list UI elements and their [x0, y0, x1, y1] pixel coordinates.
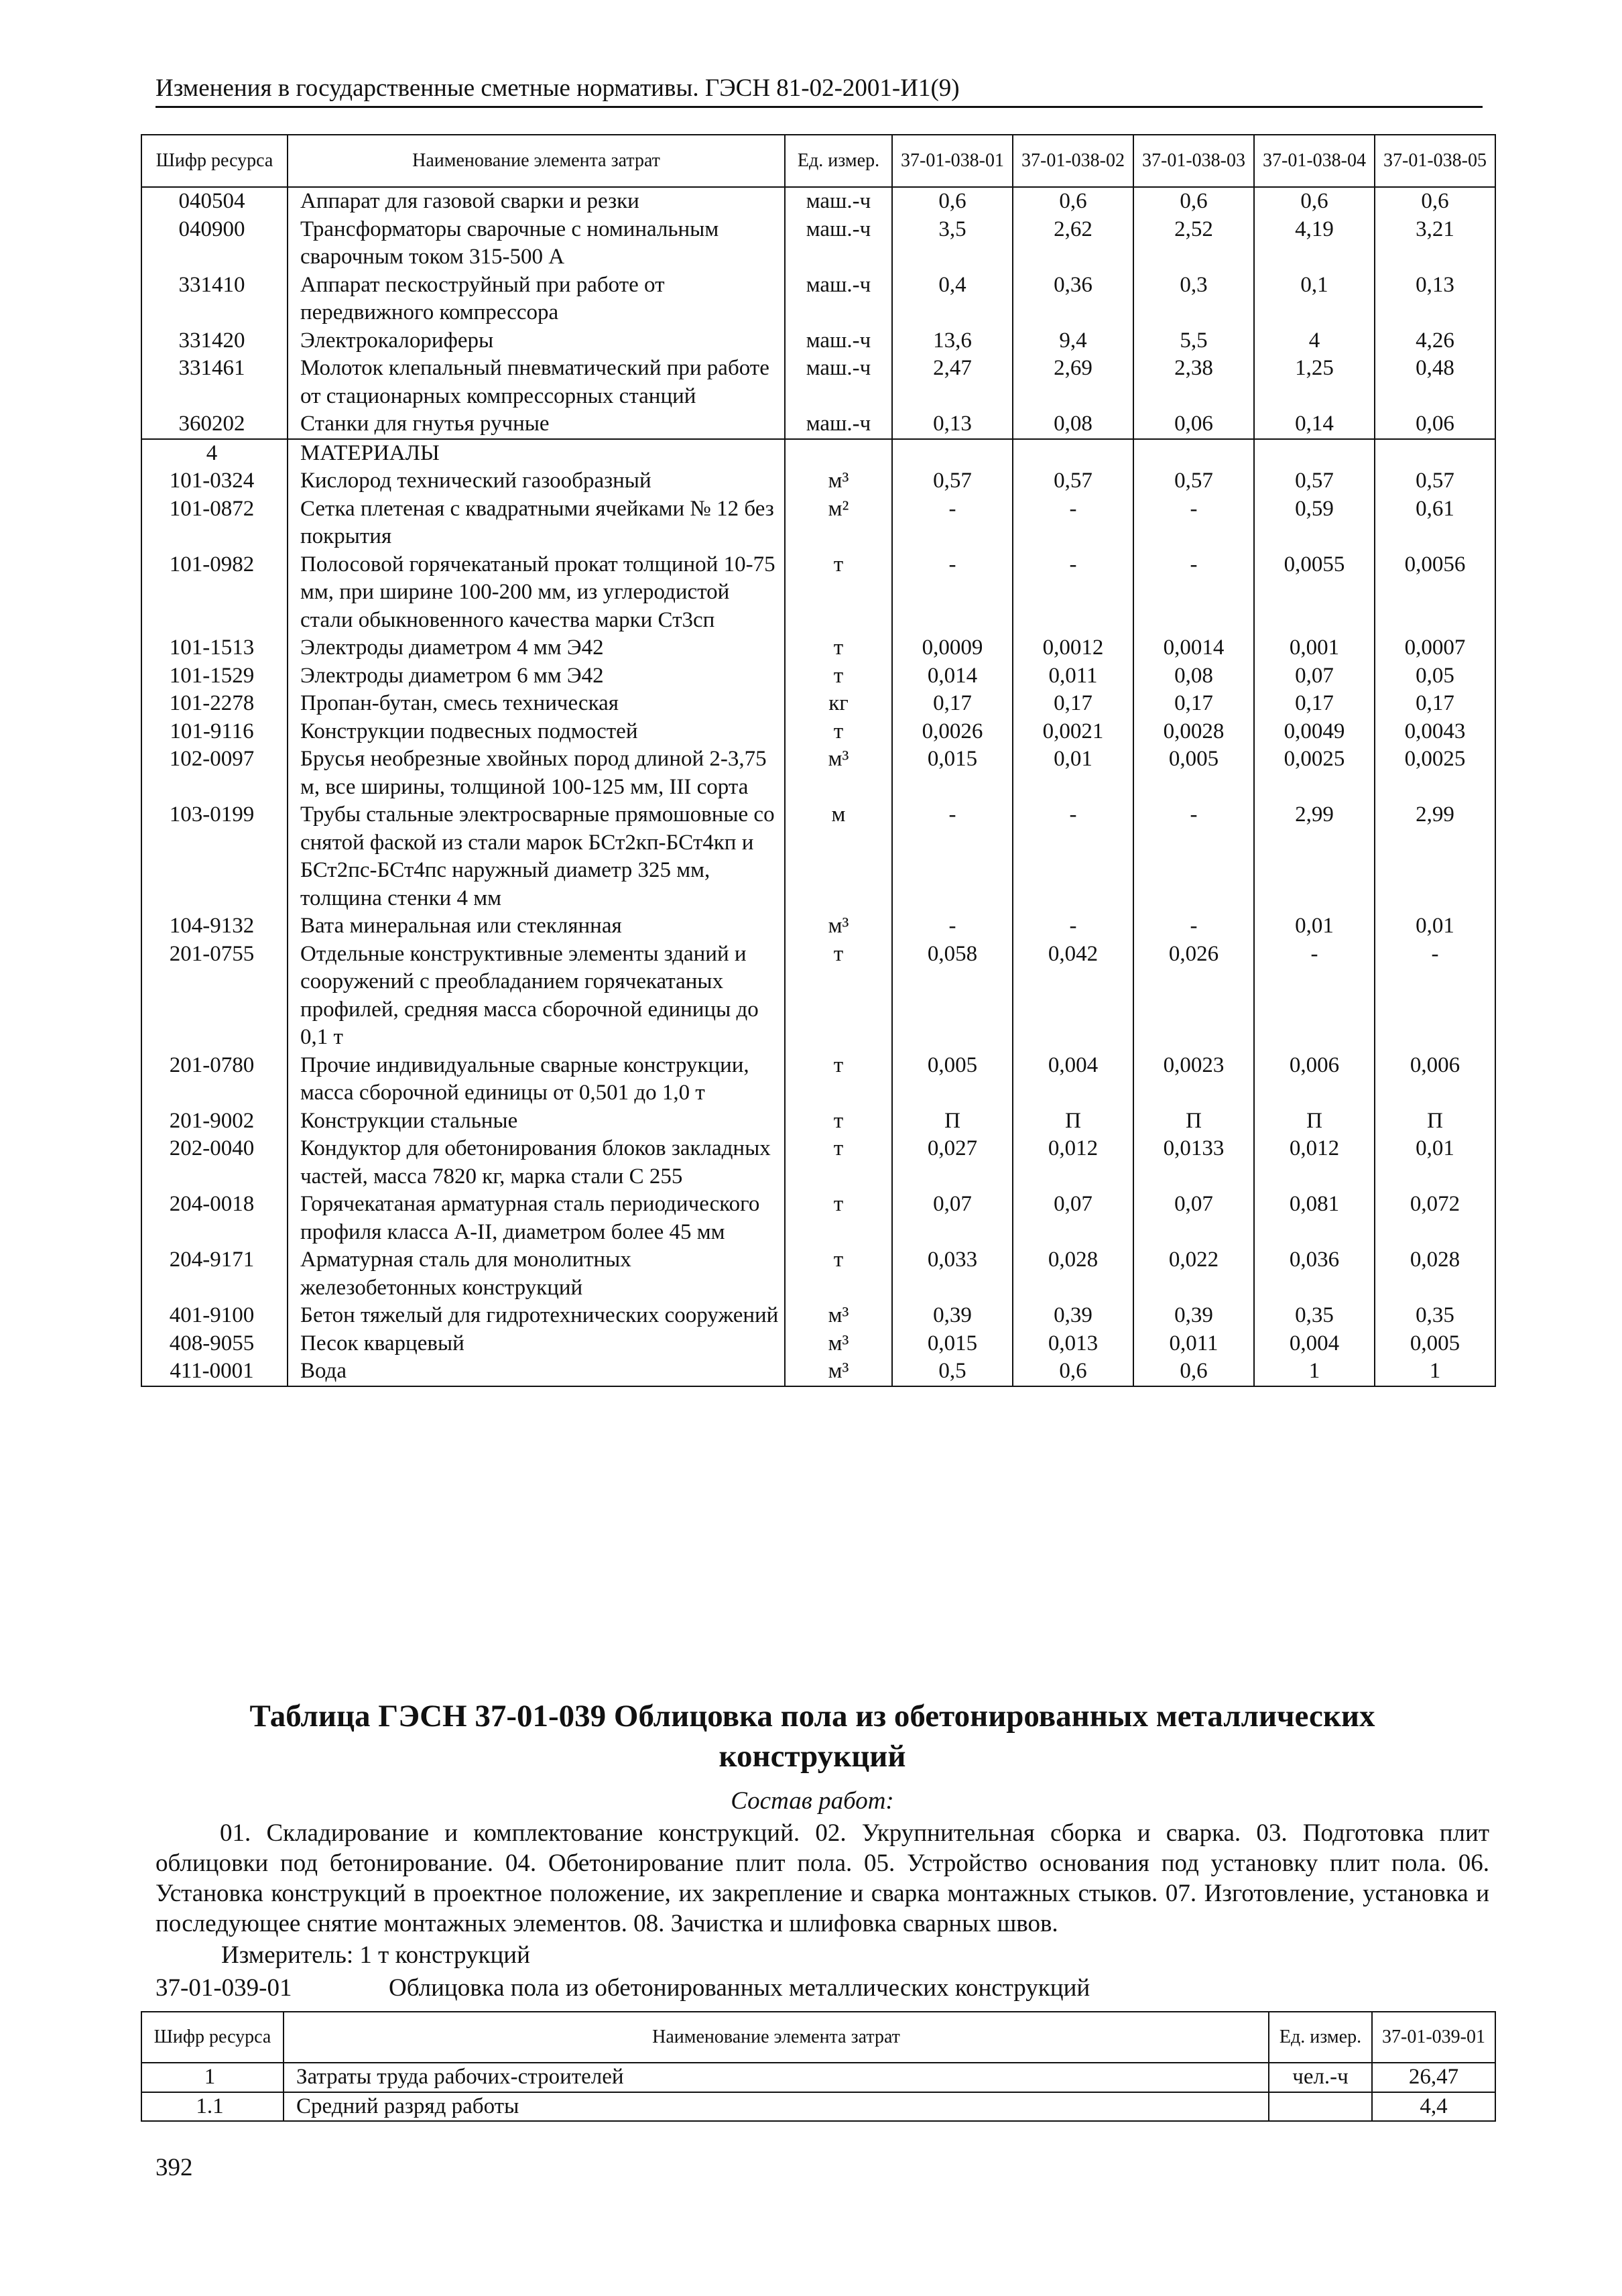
row-value-2: 0,0021 — [1013, 718, 1133, 746]
row-value-2: 0,6 — [1013, 187, 1133, 216]
row-value-4: 0,17 — [1254, 690, 1375, 718]
row-value-3: П — [1133, 1107, 1254, 1136]
row-value-2: 0,36 — [1013, 271, 1133, 327]
row-value-2: П — [1013, 1107, 1133, 1136]
row-value-5: 0,01 — [1375, 1135, 1495, 1191]
resource-table-037-01-039 — [141, 2011, 1496, 2122]
row-name: Конструкции подвесных подмостей — [288, 718, 785, 746]
row-name: Электроды диаметром 6 мм Э42 — [288, 662, 785, 690]
row-value-5: 4,26 — [1375, 327, 1495, 355]
composition-text: 01. Складирование и комплектование конструкций. 02. Укрупнительная сборка и сварка. 03. Подготовка плит облицовки под бетонирование. 04. Обетонирование плит пола. 05. Устройство основания под установку плит пола. 06. Установка конструкций в проектное положение, их закрепление и сварка монтажных стыков. 07. Изготовление, установка и последующее снятие монтажных элементов. 08. Зачистка и шлифовка сварных швов. — [155, 1819, 1489, 1937]
table-row — [141, 327, 1495, 355]
row-code: 331461 — [141, 355, 288, 410]
row-value-3: 0,17 — [1133, 690, 1254, 718]
row-value-3: 0,08 — [1133, 662, 1254, 690]
table-row — [141, 745, 1495, 801]
row-value-1: 0,4 — [892, 271, 1013, 327]
row-value-2: 0,01 — [1013, 745, 1133, 801]
row-value-5: - — [1375, 941, 1495, 1052]
row-value-4: 0,0055 — [1254, 551, 1375, 635]
row-value-4: 0,35 — [1254, 1302, 1375, 1330]
row-value-3: - — [1133, 912, 1254, 941]
col-header-038-04: 37-01-038-04 — [1254, 135, 1375, 187]
row-value-1: 0,0026 — [892, 718, 1013, 746]
row-value-5 — [1375, 439, 1495, 468]
row-name: Прочие индивидуальные сварные конструкции, масса сборочной единицы от 0,501 до 1,0 т — [288, 1052, 785, 1107]
row-value-3: 0,005 — [1133, 745, 1254, 801]
row-unit: маш.-ч — [785, 187, 892, 216]
row-unit: м³ — [785, 1302, 892, 1330]
row-unit: т — [785, 1135, 892, 1191]
row-value-5: 0,17 — [1375, 690, 1495, 718]
row-value-3: 2,38 — [1133, 355, 1254, 410]
row-value-3: 2,52 — [1133, 216, 1254, 271]
row-value-4: 4 — [1254, 327, 1375, 355]
row-value-5: 0,01 — [1375, 912, 1495, 941]
row-value-1: 3,5 — [892, 216, 1013, 271]
row-value-5: 0,028 — [1375, 1246, 1495, 1302]
col-header-code: Шифр ресурса — [141, 2012, 284, 2063]
row-value-5: 0,0007 — [1375, 634, 1495, 662]
row-code: 204-9171 — [141, 1246, 288, 1302]
table-row — [141, 662, 1495, 690]
row-value: 26,47 — [1372, 2063, 1495, 2092]
row-value-2: 0,57 — [1013, 467, 1133, 495]
row-name: Аппарат для газовой сварки и резки — [288, 187, 785, 216]
table-row — [141, 1357, 1495, 1386]
row-code: 040504 — [141, 187, 288, 216]
row-unit: маш.-ч — [785, 216, 892, 271]
row-value-1: 0,5 — [892, 1357, 1013, 1386]
row-unit: м³ — [785, 1357, 892, 1386]
col-header-039-01: 37-01-039-01 — [1372, 2012, 1495, 2063]
row-value-5: 1 — [1375, 1357, 1495, 1386]
row-value-2: - — [1013, 801, 1133, 912]
row-unit: маш.-ч — [785, 271, 892, 327]
row-unit: т — [785, 551, 892, 635]
table-row — [141, 187, 1495, 216]
row-value-1: 0,6 — [892, 187, 1013, 216]
row-value-3: 0,026 — [1133, 941, 1254, 1052]
row-name: Средний разряд работы — [284, 2092, 1269, 2122]
row-value-5: 0,05 — [1375, 662, 1495, 690]
row-value-3: 0,6 — [1133, 1357, 1254, 1386]
row-unit — [785, 439, 892, 468]
row-code: 101-1529 — [141, 662, 288, 690]
row-value-2: 0,0012 — [1013, 634, 1133, 662]
row-code: 1.1 — [141, 2092, 284, 2122]
row-value-3: 0,0014 — [1133, 634, 1254, 662]
table-row — [141, 718, 1495, 746]
row-unit: маш.-ч — [785, 355, 892, 410]
col-header-unit: Ед. измер. — [1269, 2012, 1372, 2063]
row-code: 202-0040 — [141, 1135, 288, 1191]
table-header-row — [141, 2012, 1495, 2063]
row-value-1: - — [892, 495, 1013, 551]
row-value-1: 0,015 — [892, 1330, 1013, 1358]
running-header: Изменения в государственные сметные нормативы. ГЭСН 81-02-2001-И1(9) — [155, 72, 1483, 108]
row-code: 360202 — [141, 410, 288, 439]
table-title: Таблица ГЭСН 37-01-039 Облицовка пола из обетонированных металлических конструкций — [249, 1699, 1375, 1774]
row-value-1: - — [892, 912, 1013, 941]
row-value-4: 0,004 — [1254, 1330, 1375, 1358]
row-value-2: 0,042 — [1013, 941, 1133, 1052]
row-name: Брусья необрезные хвойных пород длиной 2-3,75 м, все ширины, толщиной 100-125 мм, III сорта — [288, 745, 785, 801]
row-value-2: 0,39 — [1013, 1302, 1133, 1330]
row-value-3: 0,07 — [1133, 1191, 1254, 1246]
row-value-4: 4,19 — [1254, 216, 1375, 271]
row-value-3: 0,39 — [1133, 1302, 1254, 1330]
row-name: Вата минеральная или стеклянная — [288, 912, 785, 941]
table-row — [141, 1135, 1495, 1191]
row-code: 101-0324 — [141, 467, 288, 495]
table-row — [141, 801, 1495, 912]
row-value-1: 2,47 — [892, 355, 1013, 410]
row-value-4: 0,1 — [1254, 271, 1375, 327]
row-value-4: 1 — [1254, 1357, 1375, 1386]
row-unit: м² — [785, 495, 892, 551]
row-value-5: 0,06 — [1375, 410, 1495, 439]
col-header-name: Наименование элемента затрат — [284, 2012, 1269, 2063]
row-value-3: - — [1133, 495, 1254, 551]
row-code: 101-9116 — [141, 718, 288, 746]
row-name: Полосовой горячекатаный прокат толщиной 10-75 мм, при ширине 100-200 мм, из углеродистой стали обыкновенного качества марки Ст3сп — [288, 551, 785, 635]
row-unit: т — [785, 634, 892, 662]
row-name: Вода — [288, 1357, 785, 1386]
row-value: 4,4 — [1372, 2092, 1495, 2122]
row-code: 4 — [141, 439, 288, 468]
table-row — [141, 1302, 1495, 1330]
row-value-2: - — [1013, 551, 1133, 635]
row-value-5: 0,57 — [1375, 467, 1495, 495]
row-value-2: 0,028 — [1013, 1246, 1133, 1302]
row-value-1: - — [892, 551, 1013, 635]
row-code: 201-9002 — [141, 1107, 288, 1136]
row-value-4: 0,012 — [1254, 1135, 1375, 1191]
row-value-3: 0,6 — [1133, 187, 1254, 216]
row-value-3: 0,57 — [1133, 467, 1254, 495]
col-header-038-05: 37-01-038-05 — [1375, 135, 1495, 187]
table-row — [141, 1191, 1495, 1246]
row-value-4: 0,01 — [1254, 912, 1375, 941]
row-value-3: 0,0028 — [1133, 718, 1254, 746]
row-value-5: 0,13 — [1375, 271, 1495, 327]
row-name: Аппарат пескоструйный при работе от передвижного компрессора — [288, 271, 785, 327]
row-name: Молоток клепальный пневматический при работе от стационарных компрессорных станций — [288, 355, 785, 410]
row-value-4: 0,0049 — [1254, 718, 1375, 746]
row-unit: т — [785, 1052, 892, 1107]
row-value-5: 0,0025 — [1375, 745, 1495, 801]
row-value-2: - — [1013, 912, 1133, 941]
row-name: Кондуктор для обетонирования блоков закладных частей, масса 7820 кг, марка стали С 255 — [288, 1135, 785, 1191]
col-header-unit: Ед. измер. — [785, 135, 892, 187]
row-value-1: 0,033 — [892, 1246, 1013, 1302]
row-value-3: - — [1133, 551, 1254, 635]
row-value-5: 0,072 — [1375, 1191, 1495, 1246]
table-row — [141, 410, 1495, 439]
row-code: 103-0199 — [141, 801, 288, 912]
row-unit: т — [785, 718, 892, 746]
row-value-4: 0,0025 — [1254, 745, 1375, 801]
table-row — [141, 912, 1495, 941]
row-value-5: 0,35 — [1375, 1302, 1495, 1330]
row-value-2: 2,62 — [1013, 216, 1133, 271]
section-title: МАТЕРИАЛЫ — [288, 439, 785, 468]
col-header-038-03: 37-01-038-03 — [1133, 135, 1254, 187]
row-code: 040900 — [141, 216, 288, 271]
row-value-3: 0,3 — [1133, 271, 1254, 327]
row-value-4: 0,6 — [1254, 187, 1375, 216]
row-value-1: - — [892, 801, 1013, 912]
row-value-1: 0,058 — [892, 941, 1013, 1052]
row-value-3: 0,022 — [1133, 1246, 1254, 1302]
table-row — [141, 1052, 1495, 1107]
row-code: 102-0097 — [141, 745, 288, 801]
table-row — [141, 216, 1495, 271]
row-value-1: 0,005 — [892, 1052, 1013, 1107]
row-code: 201-0755 — [141, 941, 288, 1052]
section-row — [141, 439, 1495, 468]
table-row — [141, 1330, 1495, 1358]
row-value-4: 0,07 — [1254, 662, 1375, 690]
row-value-4: - — [1254, 941, 1375, 1052]
col-header-name: Наименование элемента затрат — [288, 135, 785, 187]
row-value-5: 0,005 — [1375, 1330, 1495, 1358]
table-row — [141, 2063, 1495, 2092]
row-unit: м³ — [785, 467, 892, 495]
row-unit: т — [785, 941, 892, 1052]
row-code: 101-2278 — [141, 690, 288, 718]
row-value-4: 0,57 — [1254, 467, 1375, 495]
col-header-code: Шифр ресурса — [141, 135, 288, 187]
row-unit: м³ — [785, 1330, 892, 1358]
row-unit: т — [785, 1107, 892, 1136]
row-unit: кг — [785, 690, 892, 718]
row-name: Горячекатаная арматурная сталь периодического профиля класса А-II, диаметром более 45 мм — [288, 1191, 785, 1246]
row-code: 331420 — [141, 327, 288, 355]
page-number: 392 — [155, 2154, 193, 2181]
table-header-row — [141, 135, 1495, 187]
composition-label: Состав работ: — [731, 1787, 894, 1815]
row-code: 101-1513 — [141, 634, 288, 662]
row-value-4: 0,081 — [1254, 1191, 1375, 1246]
row-unit: м³ — [785, 745, 892, 801]
row-code: 331410 — [141, 271, 288, 327]
row-name: Станки для гнутья ручные — [288, 410, 785, 439]
table-body — [141, 187, 1495, 1386]
row-value-3: 0,011 — [1133, 1330, 1254, 1358]
row-name: Бетон тяжелый для гидротехнических сооружений — [288, 1302, 785, 1330]
row-value-1: П — [892, 1107, 1013, 1136]
table-row — [141, 467, 1495, 495]
row-value-3: 0,06 — [1133, 410, 1254, 439]
row-value-2: 9,4 — [1013, 327, 1133, 355]
row-value-4: 0,006 — [1254, 1052, 1375, 1107]
row-name: Отдельные конструктивные элементы зданий и сооружений с преобладанием горячекатаных профилей, средняя масса сборочной единицы до 0,1 т — [288, 941, 785, 1052]
row-value-2: - — [1013, 495, 1133, 551]
table-row — [141, 690, 1495, 718]
row-unit: т — [785, 1191, 892, 1246]
table-row — [141, 355, 1495, 410]
col-header-038-01: 37-01-038-01 — [892, 135, 1013, 187]
row-unit — [1269, 2092, 1372, 2122]
table-row — [141, 495, 1495, 551]
row-value-2: 0,012 — [1013, 1135, 1133, 1191]
row-name: Пропан-бутан, смесь техническая — [288, 690, 785, 718]
row-code: 408-9055 — [141, 1330, 288, 1358]
row-value-2: 0,07 — [1013, 1191, 1133, 1246]
row-value-2: 0,08 — [1013, 410, 1133, 439]
row-value-3: - — [1133, 801, 1254, 912]
subtable-title: Облицовка пола из обетонированных металлических конструкций — [389, 1974, 1090, 2002]
row-code: 204-0018 — [141, 1191, 288, 1246]
table-row — [141, 2092, 1495, 2122]
row-value-1: 0,015 — [892, 745, 1013, 801]
row-value-3: 5,5 — [1133, 327, 1254, 355]
row-code: 1 — [141, 2063, 284, 2092]
row-value-5: 0,48 — [1375, 355, 1495, 410]
table-row — [141, 1246, 1495, 1302]
row-value-1: 0,39 — [892, 1302, 1013, 1330]
table-row — [141, 634, 1495, 662]
row-unit: т — [785, 662, 892, 690]
row-value-5: 3,21 — [1375, 216, 1495, 271]
row-value-5: 0,61 — [1375, 495, 1495, 551]
row-value-4: 0,14 — [1254, 410, 1375, 439]
col-header-038-02: 37-01-038-02 — [1013, 135, 1133, 187]
row-value-2: 0,004 — [1013, 1052, 1133, 1107]
row-value-2: 0,6 — [1013, 1357, 1133, 1386]
row-code: 104-9132 — [141, 912, 288, 941]
row-name: Сетка плетеная с квадратными ячейками № 12 без покрытия — [288, 495, 785, 551]
row-value-3: 0,0023 — [1133, 1052, 1254, 1107]
subtable-code: 37-01-039-01 — [155, 1974, 292, 2002]
row-value-4: 1,25 — [1254, 355, 1375, 410]
row-value-3: 0,0133 — [1133, 1135, 1254, 1191]
resource-table-037-01-038 — [141, 134, 1496, 1387]
row-value-2: 0,013 — [1013, 1330, 1133, 1358]
row-name: Затраты труда рабочих-строителей — [284, 2063, 1269, 2092]
row-unit: м — [785, 801, 892, 912]
row-value-1: 0,0009 — [892, 634, 1013, 662]
row-name: Электроды диаметром 4 мм Э42 — [288, 634, 785, 662]
row-value-5: 0,0056 — [1375, 551, 1495, 635]
row-value-1: 0,57 — [892, 467, 1013, 495]
row-value-5: 2,99 — [1375, 801, 1495, 912]
row-code: 201-0780 — [141, 1052, 288, 1107]
row-value-4: 0,036 — [1254, 1246, 1375, 1302]
row-value-4: 0,59 — [1254, 495, 1375, 551]
table-row — [141, 551, 1495, 635]
measure-unit: Измеритель: 1 т конструкций — [221, 1941, 530, 1969]
row-value-1: 0,027 — [892, 1135, 1013, 1191]
row-value-1: 13,6 — [892, 327, 1013, 355]
row-value-5: 0,006 — [1375, 1052, 1495, 1107]
row-value-5: П — [1375, 1107, 1495, 1136]
row-value-2: 0,011 — [1013, 662, 1133, 690]
row-code: 401-9100 — [141, 1302, 288, 1330]
table-row — [141, 271, 1495, 327]
row-code: 101-0982 — [141, 551, 288, 635]
row-code: 411-0001 — [141, 1357, 288, 1386]
row-value-1: 0,07 — [892, 1191, 1013, 1246]
row-unit: маш.-ч — [785, 327, 892, 355]
row-value-4: 2,99 — [1254, 801, 1375, 912]
row-name: Песок кварцевый — [288, 1330, 785, 1358]
row-value-4 — [1254, 439, 1375, 468]
row-code: 101-0872 — [141, 495, 288, 551]
row-unit: чел.-ч — [1269, 2063, 1372, 2092]
row-value-2 — [1013, 439, 1133, 468]
row-name: Кислород технический газообразный — [288, 467, 785, 495]
row-unit: т — [785, 1246, 892, 1302]
row-name: Арматурная сталь для монолитных железобетонных конструкций — [288, 1246, 785, 1302]
row-unit: маш.-ч — [785, 410, 892, 439]
row-value-4: П — [1254, 1107, 1375, 1136]
row-value-2: 2,69 — [1013, 355, 1133, 410]
table-row — [141, 941, 1495, 1052]
row-value-1: 0,17 — [892, 690, 1013, 718]
row-value-1 — [892, 439, 1013, 468]
row-name: Конструкции стальные — [288, 1107, 785, 1136]
table-row — [141, 1107, 1495, 1136]
row-value-5: 0,0043 — [1375, 718, 1495, 746]
row-name: Трубы стальные электросварные прямошовные со снятой фаской из стали марок БСт2кп-БСт4кп и БСт2пс-БСт4пс наружный диаметр 325 мм, толщина стенки 4 мм — [288, 801, 785, 912]
row-name: Трансформаторы сварочные с номинальным сварочным током 315-500 А — [288, 216, 785, 271]
row-value-5: 0,6 — [1375, 187, 1495, 216]
row-unit: м³ — [785, 912, 892, 941]
row-value-1: 0,13 — [892, 410, 1013, 439]
row-value-3 — [1133, 439, 1254, 468]
row-value-1: 0,014 — [892, 662, 1013, 690]
row-value-4: 0,001 — [1254, 634, 1375, 662]
row-name: Электрокалориферы — [288, 327, 785, 355]
row-value-2: 0,17 — [1013, 690, 1133, 718]
